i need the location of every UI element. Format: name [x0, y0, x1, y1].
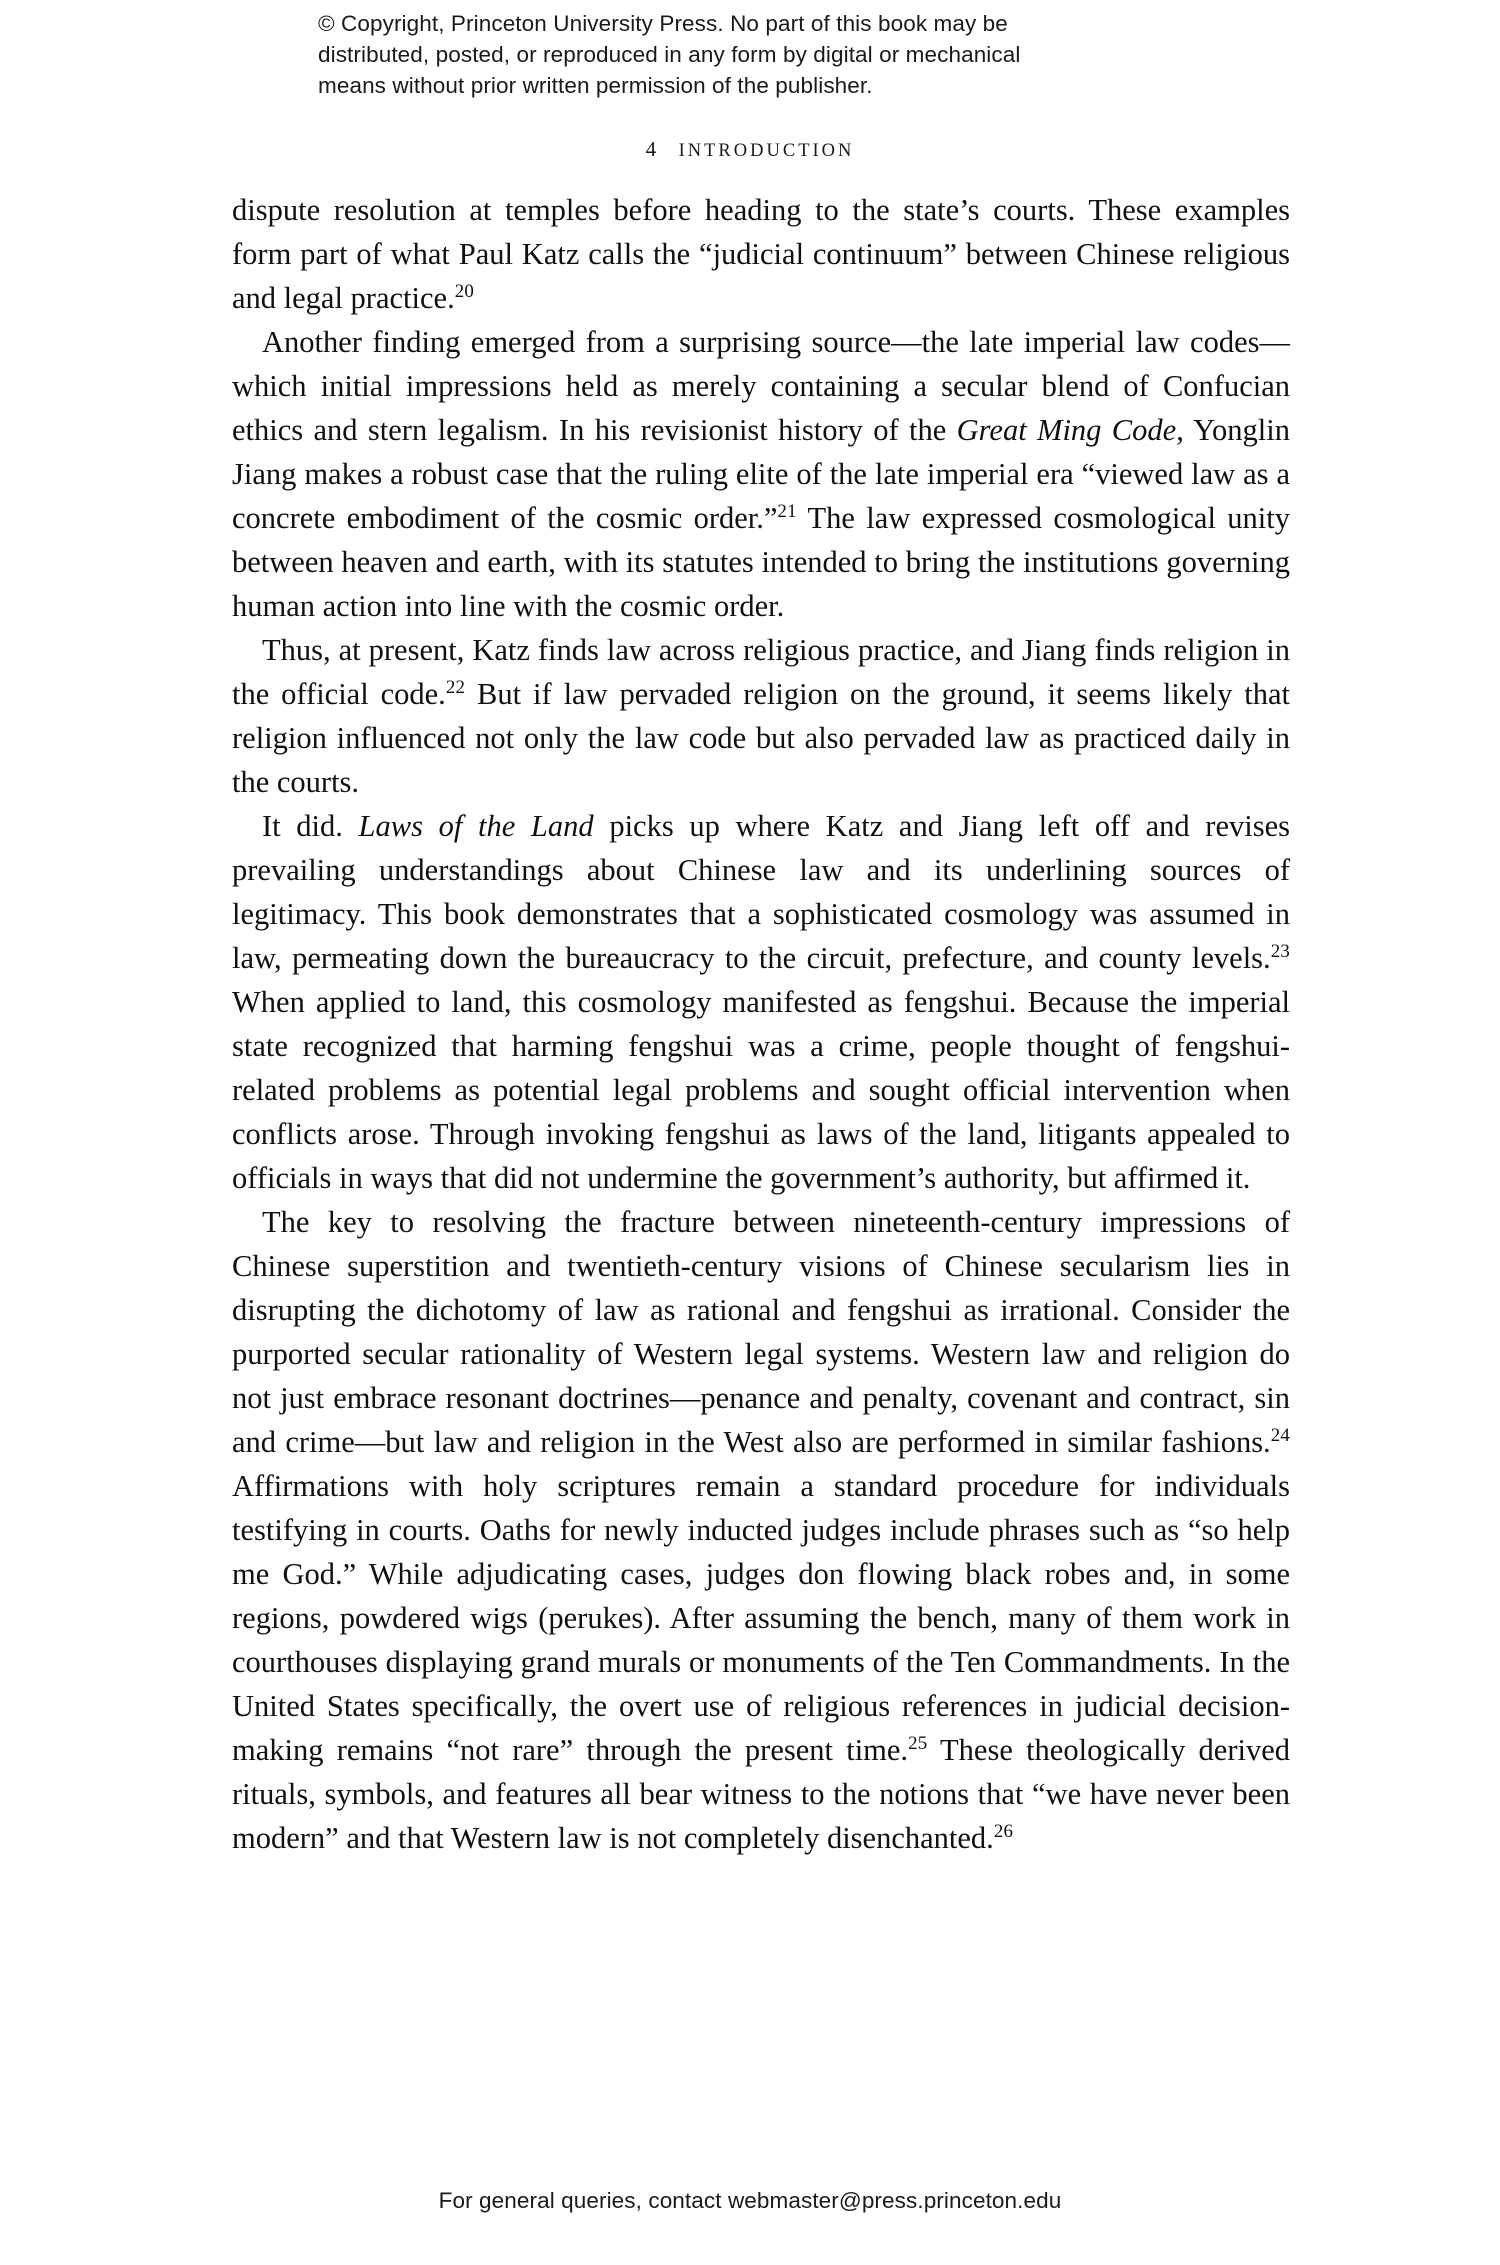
para-great-ming-code: [232, 320, 1290, 628]
text-run: The law expressed cosmological unity between heaven and earth, with its statutes intended to bring the institutions governing human action into line with the cosmic order.: [232, 501, 1290, 623]
page-footer: [0, 2188, 1500, 2214]
text-run: picks up where Katz and Jiang left off and revises prevailing understandings about Chinese law and its underlining sources of legitimacy. This book demonstrates that a sophisticated cosmology was assumed in law, permeating down the bureaucracy to the circuit, prefecture, and county levels.: [232, 809, 1290, 975]
para-western-legal-systems: [232, 1200, 1290, 1860]
page-footer-text: For general queries, contact webmaster@press.princeton.edu: [438, 2188, 1062, 2213]
footnote-marker: 21: [777, 500, 797, 522]
footnote-marker: 20: [454, 280, 475, 302]
para-katz-jiang: [232, 628, 1290, 804]
footnote-marker: 22: [445, 676, 466, 698]
copyright-notice: [318, 8, 1178, 101]
text-run: Thus, at present, Katz finds law across religious practice, and Jiang finds religion in the official code.: [232, 633, 1290, 711]
para-laws-of-the-land: [232, 804, 1290, 1200]
copyright-line-3: means without prior written permission of the publisher.: [318, 73, 873, 98]
page-number: 4: [645, 137, 657, 161]
text-run: dispute resolution at temples before heading to the state’s courts. These examples form part of what Paul Katz calls the “judicial continuum” between Chinese religious and legal practice.: [232, 193, 1290, 315]
text-run: These theologically derived rituals, symbols, and features all bear witness to the notions that “we have never been modern” and that Western law is not completely disenchanted.: [232, 1733, 1290, 1855]
text-run: It did.: [262, 809, 359, 843]
footnote-marker: 24: [1270, 1424, 1290, 1446]
text-run: But if law pervaded religion on the ground, it seems likely that religion influenced not only the law code but also pervaded law as practiced daily in the courts.: [232, 677, 1290, 799]
body-text-block: [232, 188, 1290, 1860]
copyright-line-2: distributed, posted, or reproduced in any form by digital or mechanical: [318, 42, 1021, 67]
italic-title: Laws of the Land: [358, 809, 594, 843]
running-head-label: INTRODUCTION: [678, 141, 855, 161]
text-run: , Yonglin Jiang makes a robust case that the ruling elite of the late imperial era “viewed law as a concrete embodiment of the cosmic order.”: [232, 413, 1290, 535]
running-head: [0, 137, 1500, 162]
copyright-line-1: © Copyright, Princeton University Press. No part of this book may be: [318, 11, 1008, 36]
text-run: When applied to land, this cosmology manifested as fengshui. Because the imperial state recognized that harming fengshui was a crime, people thought of fengshui-related problems as potential legal problems and sought official intervention when conflicts arose. Through invoking fengshui as laws of the land, litigants appealed to officials in ways that did not undermine the government’s authority, but affirmed it.: [232, 985, 1290, 1195]
text-run: Another finding emerged from a surprising source—the late imperial law codes—which initial impressions held as merely containing a secular blend of Confucian ethics and stern legalism. In his revisionist history of the: [232, 325, 1290, 447]
text-run: Affirmations with holy scriptures remain a standard procedure for individuals testifying in courts. Oaths for newly inducted judges include phrases such as “so help me God.” While adjudicating cases, judges don flowing black robes and, in some regions, powdered wigs (perukes). After assuming the bench, many of them work in courthouses displaying grand murals or monuments of the Ten Commandments. In the United States specifically, the overt use of religious references in judicial decision-making remains “not rare” through the present time.: [232, 1469, 1290, 1767]
italic-title: Great Ming Code: [956, 413, 1177, 447]
para-judicial-continuum: [232, 188, 1290, 320]
footnote-marker: 25: [908, 1732, 928, 1754]
text-run: The key to resolving the fracture between nineteenth-century impressions of Chinese superstition and twentieth-century visions of Chinese secularism lies in disrupting the dichotomy of law as rational and fengshui as irrational. Consider the purported secular rationality of Western legal systems. Western law and religion do not just embrace resonant doctrines—penance and penalty, covenant and contract, sin and crime—but law and religion in the West also are performed in similar fashions.: [232, 1205, 1290, 1459]
footnote-marker: 23: [1270, 940, 1290, 962]
footnote-marker: 26: [993, 1820, 1014, 1842]
